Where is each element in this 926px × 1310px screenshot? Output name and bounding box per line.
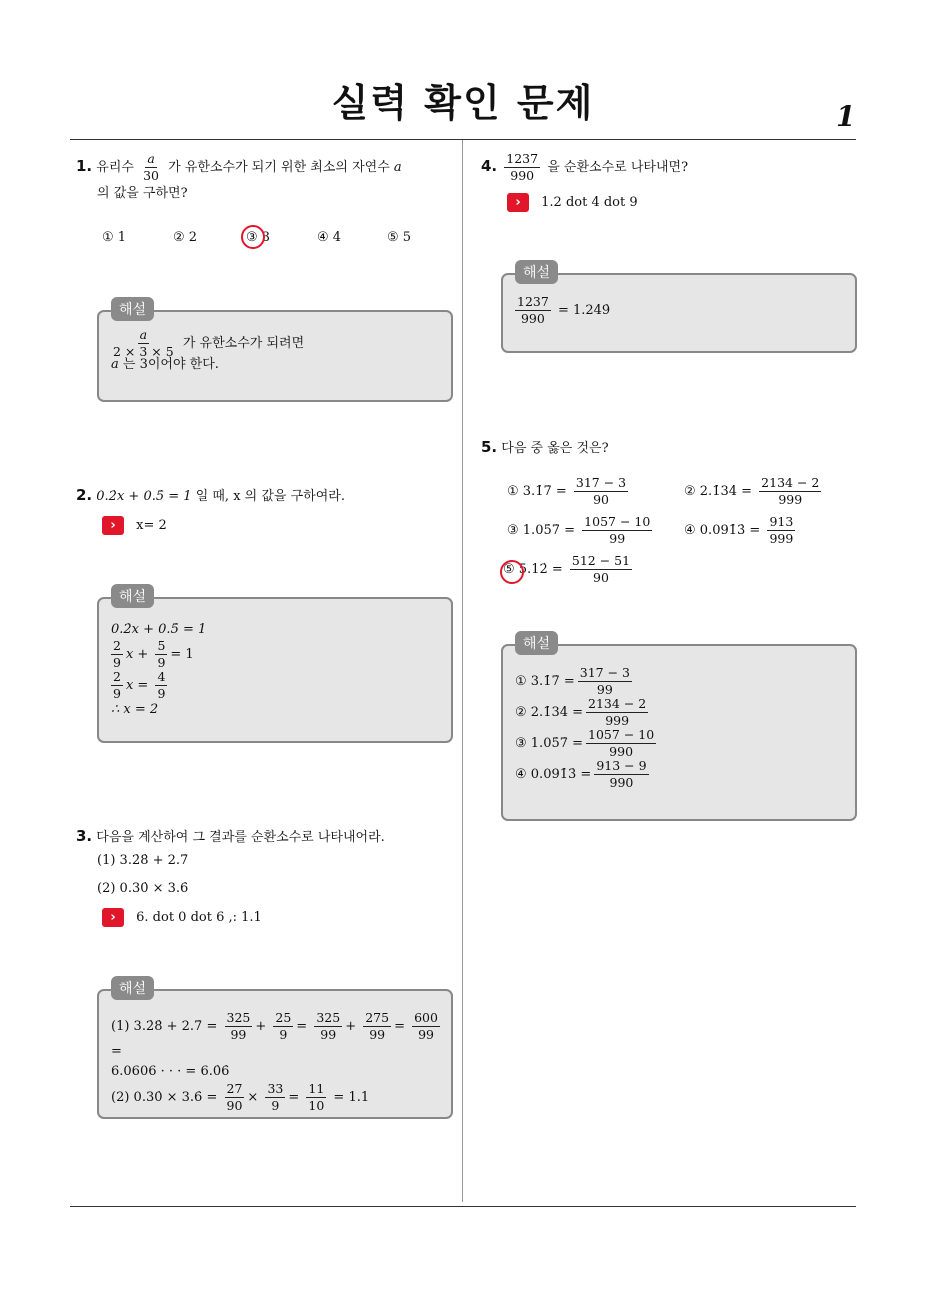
sub-question-1: (1) 3.2̇8̇ + 2.7̇ [97, 853, 189, 868]
selected-answer-circle [500, 560, 524, 584]
explanation-box-1 [97, 302, 453, 402]
question-number: 2. [76, 486, 93, 504]
answer-text: 1.2 dot 4 dot 9 [541, 195, 638, 210]
choice-4[interactable]: ④ 4 [317, 230, 342, 245]
fraction: $\frac{2134 - 2}{999}$ [588, 696, 647, 728]
math-text: x = [125, 678, 149, 693]
math-text: ③ 1.05̇7̇ = [515, 736, 584, 751]
math-text: ② 2.1̇34̇ = [515, 705, 584, 720]
math-text: ④ 0.091̇3̇ = [515, 767, 592, 782]
choice-label: ② 2.1̇34̇ = [684, 484, 753, 499]
choice-3[interactable] [507, 515, 655, 546]
explanation-line [515, 697, 659, 728]
question-text: 다음을 계산하여 그 결과를 순환소수로 나타내어라. [96, 830, 385, 845]
choice-3[interactable]: ③ 3 [246, 230, 271, 245]
choice-2[interactable]: ② 2 [173, 230, 198, 245]
explanation-box-5 [501, 636, 857, 821]
choice-4[interactable] [684, 515, 798, 546]
question-number: 5. [481, 438, 498, 456]
chevron-right-icon: › [507, 193, 529, 212]
question-number: 1. [76, 157, 93, 175]
fraction: $\frac{a}{30}$ [143, 151, 160, 183]
explanation-line: ∴ x = 2 [111, 702, 159, 717]
choice-5[interactable]: ⑤ 5 [387, 230, 412, 245]
fraction: $\frac{512 - 51}{90}$ [571, 553, 631, 585]
explanation-line [515, 666, 659, 697]
fraction: $\frac{a}{2 \times 3 \times 5}$ [113, 327, 174, 359]
explanation-text: = 1.24̇9̇ [557, 303, 611, 318]
question-number: 3. [76, 827, 93, 845]
fraction: $\frac{1057 - 10}{990}$ [588, 727, 655, 759]
question-text: 을 순환소수로 나타내면? [547, 160, 689, 175]
explanation-box-2 [97, 589, 453, 743]
explanation-line [515, 759, 659, 790]
answer-row-2 [102, 516, 167, 535]
fraction: $\frac{325}{99}$ [226, 1010, 251, 1042]
variable: a [393, 160, 402, 175]
math-text: = 1.1 [333, 1090, 370, 1105]
fraction: $\frac{33}{9}$ [267, 1081, 284, 1113]
question-text: 일 때, x 의 값을 구하여라. [195, 489, 345, 504]
explanation-text: 는 3이어야 한다. [122, 357, 219, 372]
explanation-tab: 해설 [515, 631, 558, 655]
fraction: $\frac{325}{99}$ [316, 1010, 341, 1042]
explanation-body [515, 295, 610, 326]
question-1 [76, 152, 460, 205]
math-text: x + [125, 647, 149, 662]
explanation-tab: 해설 [111, 976, 154, 1000]
fraction: $\frac{27}{90}$ [226, 1081, 243, 1113]
explanation-body [111, 621, 206, 719]
choice-label: ⑤ 5.12̇ = [503, 562, 563, 577]
chevron-right-icon: › [102, 516, 124, 535]
explanation-tab: 해설 [515, 260, 558, 284]
explanation-line [111, 670, 206, 701]
column-divider [462, 140, 463, 1202]
explanation-line [515, 728, 659, 759]
explanation-line: 6.0606 · · · = 6.0̇6̇ [111, 1064, 230, 1079]
fraction: $\frac{317 - 3}{99}$ [579, 665, 630, 697]
question-4 [481, 152, 688, 183]
explanation-line: (2) 0.30̇ × 3.6̇ = $\frac{27}{90}$ × $\frac{33}{9}$ = $\frac{11}{10}$ = 1.1 [111, 1081, 370, 1113]
page-number: 1 [836, 100, 856, 133]
question-text: 다음 중 옳은 것은? [501, 441, 609, 456]
explanation-line: (1) 3.2̇8̇ + 2.7̇ = $\frac{325}{99}$ + $\frac{25}{9}$ = $\frac{325}{99}$ + $\frac{275}{99}$ = $\frac{600}{99}$ = [111, 1010, 438, 1059]
fraction: $\frac{1057 - 10}{99}$ [584, 514, 651, 546]
equation: 0.2̇x + 0.5̇ = 1 [96, 489, 192, 504]
fraction: $\frac{913 - 9}{990}$ [596, 758, 647, 790]
question-3 [76, 825, 385, 849]
choice-2[interactable] [684, 476, 824, 507]
explanation-tab: 해설 [111, 297, 154, 321]
explanation-line: 0.2̇x + 0.5̇ = 1 [111, 622, 207, 637]
sub-question-2: (2) 0.30̇ × 3.6̇ [97, 881, 189, 896]
selected-answer-circle [241, 225, 265, 249]
fraction: $\frac{11}{10}$ [308, 1081, 325, 1113]
question-text: 의 값을 구하면? [97, 186, 188, 201]
answer-row-3 [102, 908, 262, 927]
chevron-right-icon: › [102, 908, 124, 927]
math-text: (1) 3.2̇8̇ + 2.7̇ = [111, 1019, 218, 1034]
math-text: ① 3.1̇7̇ = [515, 674, 575, 689]
answer-row-4 [507, 193, 638, 212]
explanation-body [111, 328, 304, 375]
explanation-body [111, 1011, 447, 1113]
choice-label: ④ 0.091̇3̇ = [684, 523, 761, 538]
choice-1[interactable]: ① 1 [102, 230, 127, 245]
question-2 [76, 484, 345, 508]
bottom-divider [70, 1206, 856, 1207]
choice-1[interactable] [507, 476, 631, 507]
choice-label: ③ 1.05̇7̇ = [507, 523, 576, 538]
question-5 [481, 436, 609, 460]
math-text: = 1 [170, 647, 194, 662]
explanation-box-3 [97, 981, 453, 1119]
fraction: $\frac{4}{9}$ [157, 669, 166, 701]
fraction: $\frac{600}{99}$ [414, 1010, 438, 1042]
fraction: $\frac{5}{9}$ [157, 638, 166, 670]
explanation-body [515, 666, 659, 790]
top-divider [70, 139, 856, 140]
question-number: 4. [481, 157, 498, 175]
fraction: $\frac{317 - 3}{90}$ [575, 475, 627, 507]
explanation-line [111, 639, 206, 670]
fraction: $\frac{25}{9}$ [275, 1010, 292, 1042]
fraction: $\frac{2}{9}$ [113, 669, 121, 701]
fraction: $\frac{1237}{990}$ [506, 151, 539, 183]
question-text: 가 유한소수가 되기 위한 최소의 자연수 [168, 160, 390, 175]
answer-text: x= 2 [136, 518, 167, 533]
question-text: 유리수 [96, 160, 134, 175]
page-title: 실력 확인 문제 [331, 81, 595, 125]
explanation-text: 가 유한소수가 되려면 [182, 336, 305, 351]
fraction: $\frac{2}{9}$ [113, 638, 121, 670]
fraction: $\frac{913}{999}$ [769, 514, 794, 546]
fraction: $\frac{275}{99}$ [365, 1010, 390, 1042]
choice-label: ① 3.1̇7̇ = [507, 484, 567, 499]
answer-text: 6. dot 0 dot 6 ,: 1.1 [136, 910, 262, 925]
fraction: $\frac{1237}{990}$ [517, 294, 549, 326]
explanation-tab: 해설 [111, 584, 154, 608]
variable: a [111, 357, 119, 372]
math-text: (2) 0.30̇ × 3.6̇ = [111, 1090, 218, 1105]
fraction: $\frac{2134 - 2}{999}$ [761, 475, 820, 507]
explanation-box-4 [501, 265, 857, 353]
